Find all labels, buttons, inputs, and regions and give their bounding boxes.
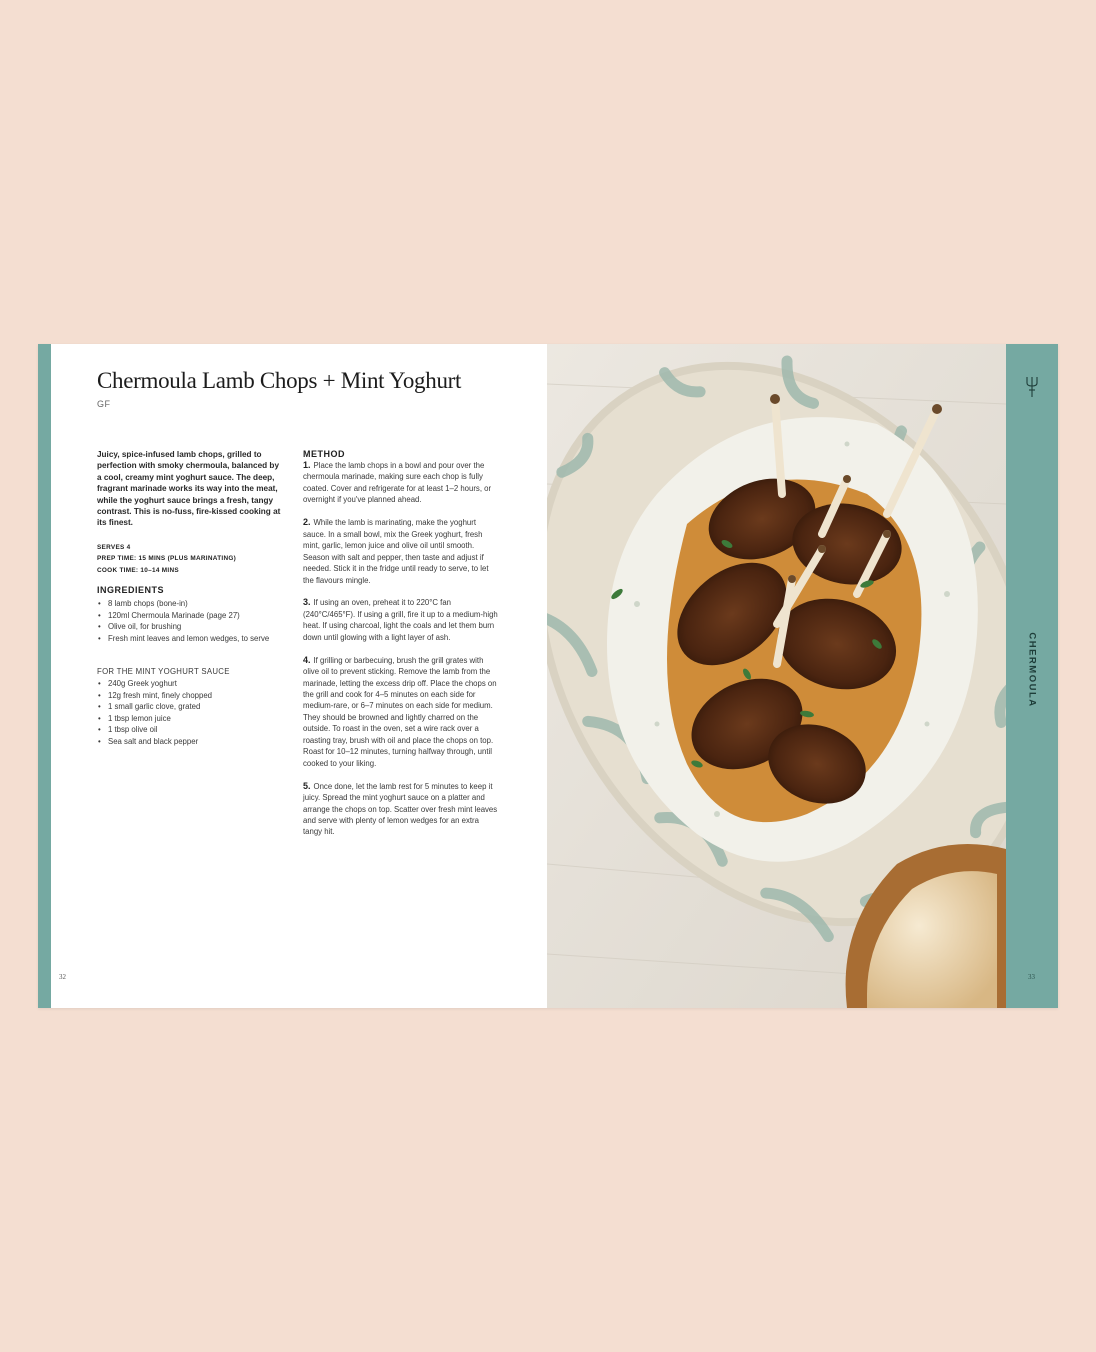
step-text: Place the lamb chops in a bowl and pour over the chermoula marinade, making sure each chop is fully coated. Cover and refrigerate for at least 1–2 hours, or overnight if you've planned ahead. [303,461,492,505]
step-number: 4. [303,654,311,665]
method-step [303,517,499,586]
step-number: 1. [303,460,311,470]
list-item: • 1 tbsp olive oil [97,724,287,736]
food-photo [547,344,1006,1008]
recipe-meta [97,542,297,576]
section-tab [1006,344,1058,1008]
step-text: If grilling or barbecuing, brush the grill grates with olive oil to prevent sticking. Remove the lamb from the marinade, letting the excess drip off. Place the chops on the grill and cook for 4–5 minutes on each side for medium-rare, or 6–7 minutes on each side for medium. They should be browned and lightly charred on the outside. To roast in the oven, set a wire rack over a roasting tray, brush with oil and place the chops on top. Roast for 10–12 minutes, turning halfway through, until cooked to your liking. [303,655,497,768]
section-tab-label: CHERMOULA [1026,632,1038,708]
ingredients-list [97,598,287,644]
list-item: • 12g fresh mint, finely chopped [97,690,287,702]
step-text: While the lamb is marinating, make the yoghurt sauce. In a small bowl, mix the Greek yoghurt, fresh mint, garlic, lemon juice and olive oil until smooth. Season with salt and pepper, then taste and adjust if needed. Stick it in the fridge until ready to serve, to let the flavours mingle. [303,518,489,585]
list-item: • 1 tbsp lemon juice [97,713,287,725]
list-item: • Olive oil, for brushing [97,621,287,633]
method-step [303,655,499,770]
method-step [303,781,499,838]
list-item: • 120ml Chermoula Marinade (page 27) [97,610,287,622]
sauce-heading: FOR THE MINT YOGHURT SAUCE [97,667,230,676]
left-page [51,344,547,1008]
recipe-title: Chermoula Lamb Chops + Mint Yoghurt [97,368,462,393]
step-number: 2. [303,517,311,528]
page-number-left: 32 [59,973,66,981]
step-text: Once done, let the lamb rest for 5 minutes to keep it juicy. Spread the mint yoghurt sauce on a platter and arrange the chops on top. Scatter over fresh mint leaves and serve with plenty of lemon wedges for an extra tangy hit. [303,781,498,837]
sauce-ingredients-list [97,678,287,747]
step-number: 5. [303,780,311,791]
diet-tag: GF [97,399,111,409]
method-heading: METHOD [303,449,345,459]
step-number: 3. [303,597,311,608]
ingredients-heading: INGREDIENTS [97,585,165,595]
step-text: If using an oven, preheat it to 220°C fan (240°C/465°F). If using a grill, fire it up to a medium-high heat. If using charcoal, light the coals and let them burn down until glowing with a light layer of ash. [303,598,498,642]
cook-time: COOK TIME: 10–14 MINS [97,566,179,574]
recipe-intro: Juicy, spice-infused lamb chops, grilled to perfection with smoky chermoula, balanced by a cool, creamy mint yoghurt sauce. The deep, fragrant marinade works its way into the meat, while the yoghurt sauce brings a fresh, tangy contrast. This is no-fuss, fire-kissed cooking at its finest. [97,450,281,528]
fork-icon [1024,376,1040,398]
list-item: • Fresh mint leaves and lemon wedges, to serve [97,633,287,645]
serves: SERVES 4 [97,544,131,551]
list-item: • Sea salt and black pepper [97,736,287,748]
method-steps [303,460,499,849]
prep-time: PREP TIME: 15 MINS (PLUS MARINATING) [97,555,237,563]
method-step [303,597,499,643]
lamb-chops-illustration [547,344,1006,1008]
list-item: • 8 lamb chops (bone-in) [97,598,287,610]
book-spread [38,344,1058,1008]
list-item: • 240g Greek yoghurt [97,678,287,690]
left-edge-band [38,344,51,1008]
method-step [303,460,499,506]
list-item: • 1 small garlic clove, grated [97,701,287,713]
page-number-right: 33 [1028,973,1035,981]
